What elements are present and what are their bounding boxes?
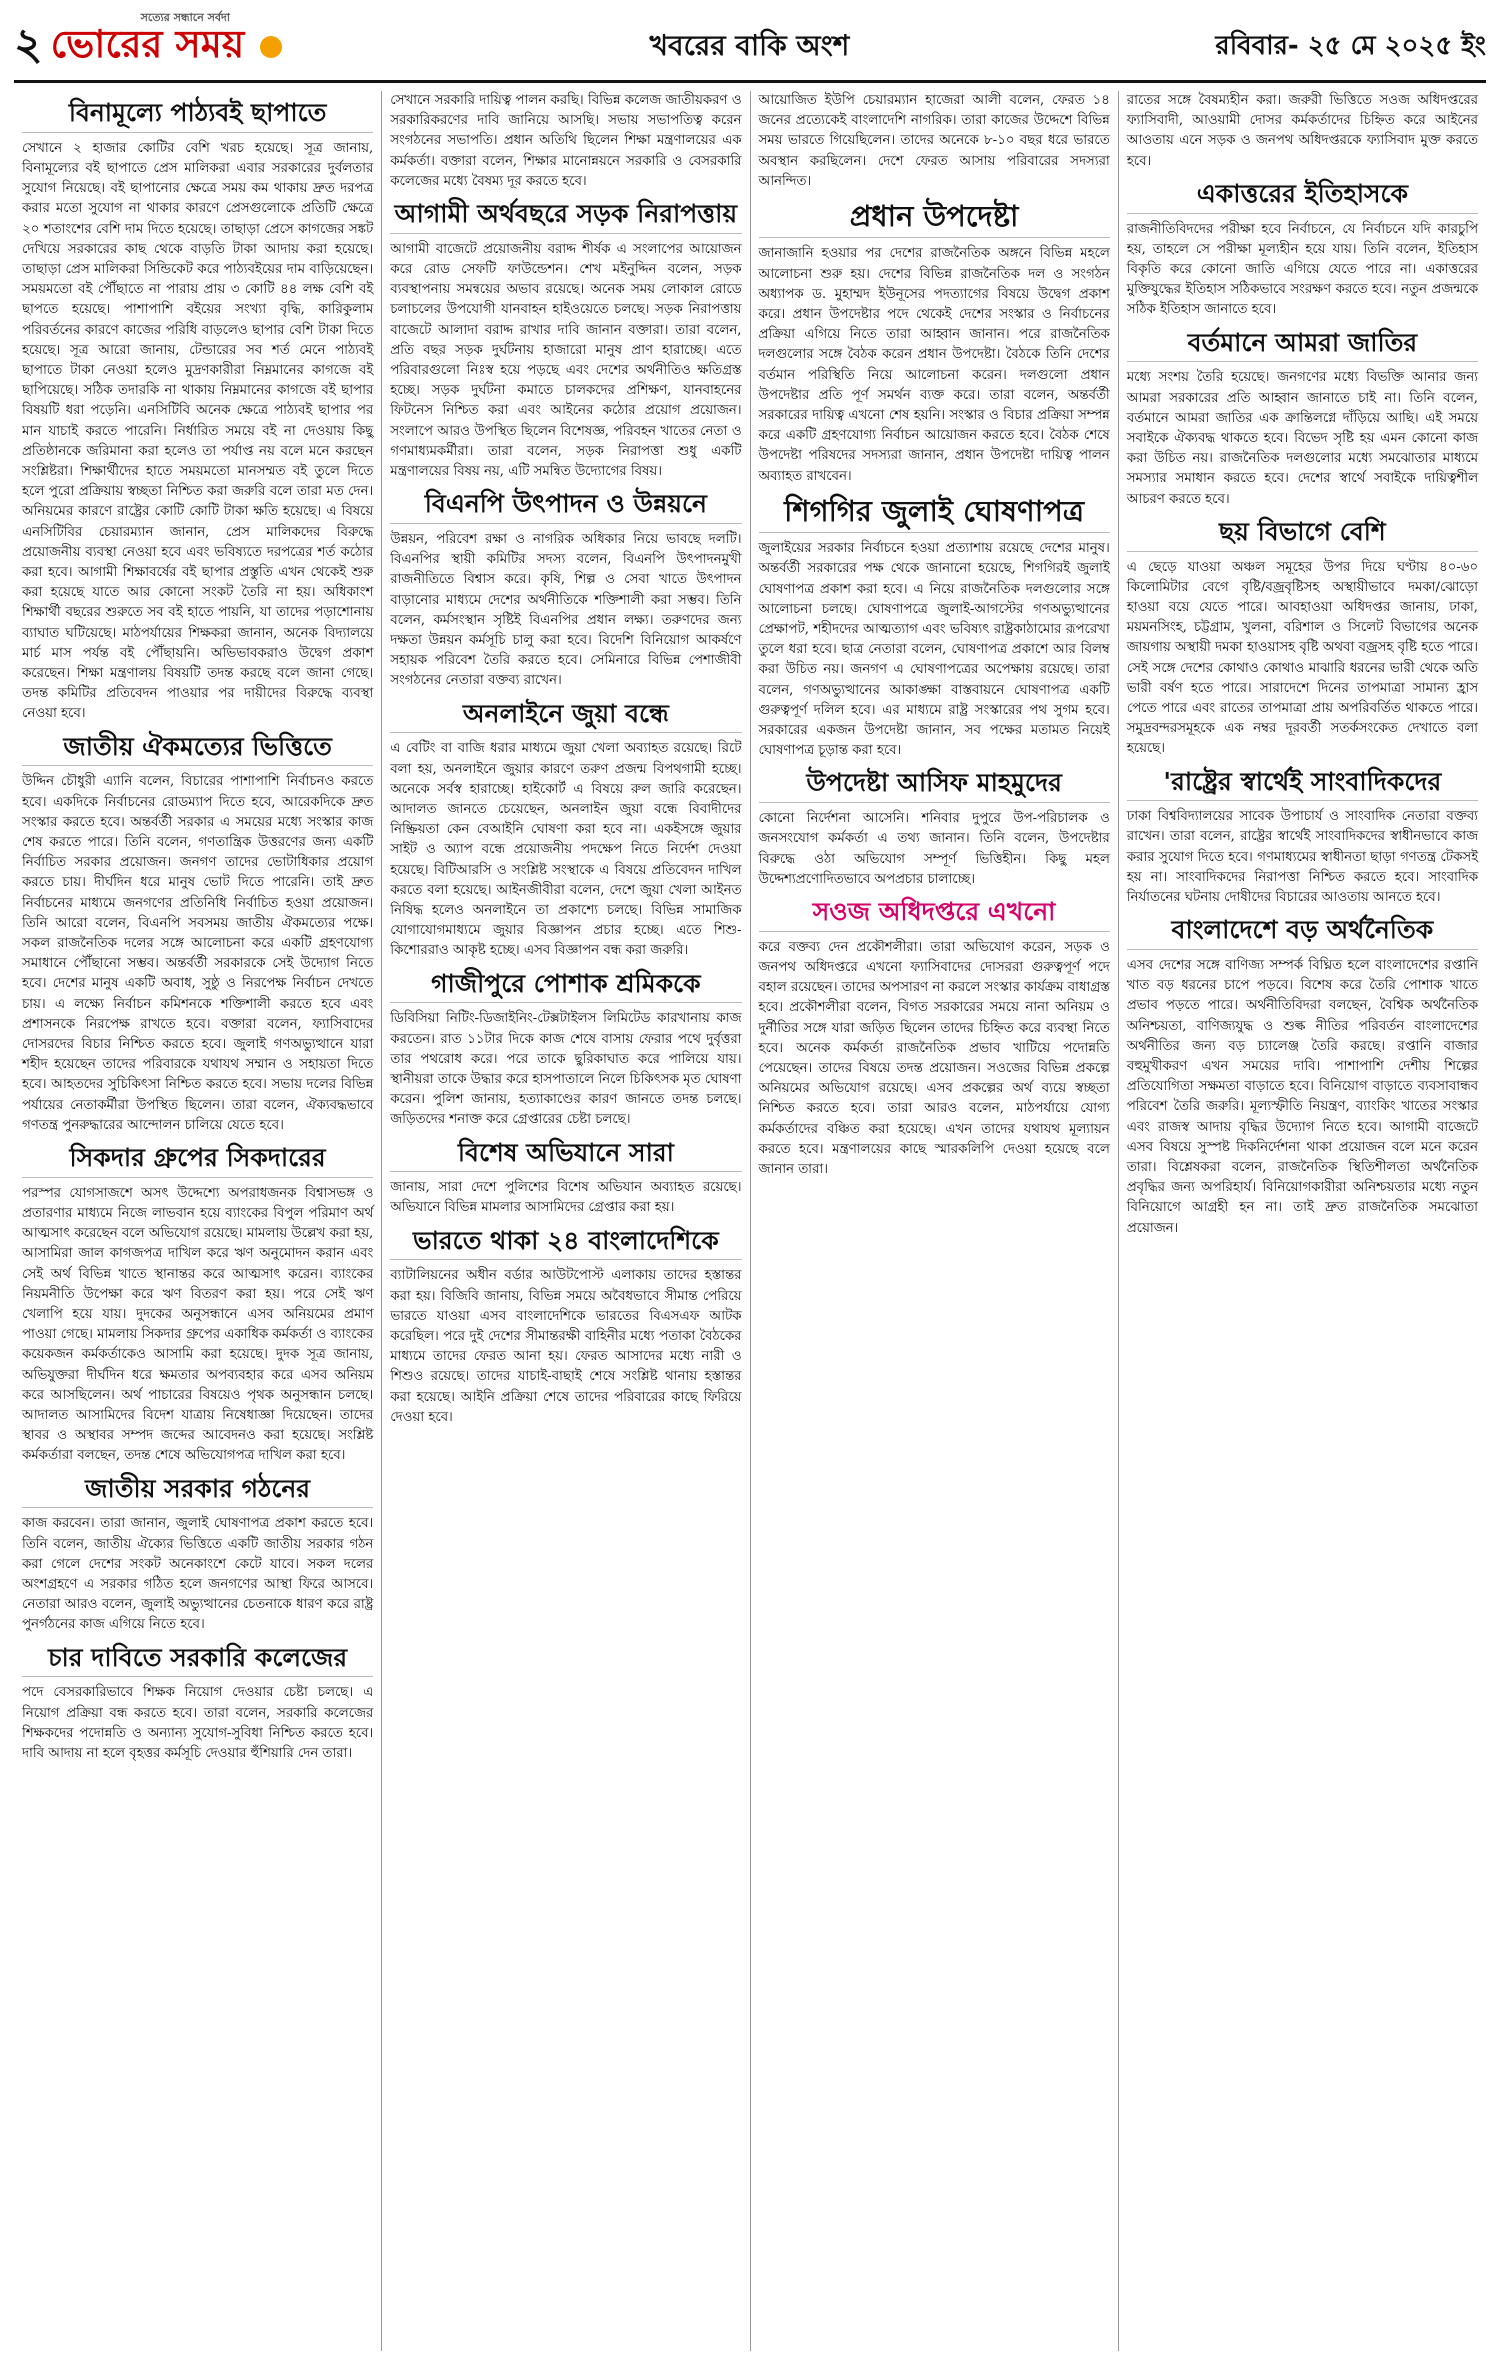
page-number: ২ <box>14 18 43 70</box>
article-body: এ বেটিং বা বাজি ধরার মাধ্যমে জুয়া খেলা অব্যাহত রয়েছে। রিটে বলা হয়, অনলাইনে জুয়ার কারণে তরুণ প্রজন্ম বিপথগামী হচ্ছে। অনেকে সর্বস্ব হারাচ্ছে। হাইকোর্ট এ বিষয়ে রুল জারি করেছেন। আদালত জানতে চেয়েছেন, অনলাইন জুয়া বন্ধে বিবাদীদের নিষ্ক্রিয়তা কেন বেআইনি ঘোষণা করা হবে না। একইসঙ্গে জুয়ার সাইট ও অ্যাপ বন্ধে প্রয়োজনীয় পদক্ষেপ নিতে নির্দেশ দেওয়া হয়েছে। বিটিআরসি ও সংশ্লিষ্ট সংস্থাকে এ বিষয়ে প্রতিবেদন দাখিল করতে বলা হয়েছে। আইনজীবীরা বলেন, দেশে জুয়া খেলা আইনত নিষিদ্ধ হলেও অনলাইনে তা প্রকাশ্যে চলছে। বিভিন্ন সামাজিক যোগাযোগমাধ্যমে জুয়ার বিজ্ঞাপন প্রচার হচ্ছে। এতে শিশু-কিশোররাও আকৃষ্ট হচ্ছে। এসব বিজ্ঞাপন বন্ধ করা জরুরি। <box>390 741 742 959</box>
article <box>22 1475 373 1636</box>
article-body: মধ্যে সংশয় তৈরি হয়েছে। জনগণের মধ্যে বিভক্তি আনার জন্য আমরা সরকারের প্রতি আহ্বান জানাতে চাই না। তিনি বলেন, বর্তমানে আমরা জাতির এক ক্রান্তিলগ্নে দাঁড়িয়ে আছি। এই সময়ে সবাইকে ঐক্যবদ্ধ থাকতে হবে। বিভেদ সৃষ্টি হয় এমন কোনো কাজ করা উচিত নয়। রাজনৈতিক দলগুলোর মধ্যে সমঝোতার মাধ্যমে সমস্যার সমাধান করতে হবে। দেশের স্বার্থে সবাইকে দায়িত্বশীল আচরণ করতে হবে। <box>1126 370 1478 507</box>
article <box>1127 180 1478 321</box>
article-headline[interactable]: বর্তমানে আমরা জাতির <box>1127 329 1478 363</box>
article-body: কাজ করবেন। তারা জানান, জুলাই ঘোষণাপত্র প্রকাশ করতে হবে। তিনি বলেন, জাতীয় ঐক্যের ভিত্তিতে একটি জাতীয় সরকার গঠন করা গেলে দেশের সংকট অনেকাংশে কেটে যাবে। সকল দলের অংশগ্রহণে এ সরকার গঠিত হলে জনগণের আস্থা ফিরে আসবে। নেতারা আরও বলেন, জুলাই অভ্যুত্থানের চেতনাকে ধারণ করে রাষ্ট্র পুনর্গঠনের কাজ এগিয়ে নিতে হবে। <box>22 1516 374 1633</box>
article <box>390 700 741 962</box>
article-headline[interactable]: বিএনপি উৎপাদন ও উন্নয়নে <box>390 490 741 524</box>
article-headline[interactable]: বাংলাদেশে বড় অর্থনৈতিক <box>1127 916 1478 950</box>
article <box>759 200 1110 487</box>
article <box>1127 91 1478 172</box>
article-headline[interactable]: চার দাবিতে সরকারি কলেজের <box>22 1644 373 1678</box>
article-body: করে বক্তব্য দেন প্রকৌশলীরা। তারা অভিযোগ করেন, সড়ক ও জনপথ অধিদপ্তরে এখনো ফ্যাসিবাদের দোসররা গুরুত্বপূর্ণ পদে বহাল রয়েছেন। তাদের অপসারণ না করলে সংস্কার কার্যক্রম বাধাগ্রস্ত হবে। প্রকৌশলীরা বলেন, বিগত সরকারের সময়ে নানা অনিয়ম ও দুর্নীতির সঙ্গে যারা জড়িত ছিলেন তাদের চিহ্নিত করে ব্যবস্থা নিতে হবে। অনেক কর্মকর্তা রাজনৈতিক প্রভাব খাটিয়ে পদোন্নতি পেয়েছেন। তাদের বিষয়ে তদন্ত প্রয়োজন। সওজের বিভিন্ন প্রকল্পে অনিয়মের অভিযোগ রয়েছে। এসব প্রকল্পের অর্থ ব্যয়ে স্বচ্ছতা নিশ্চিত করতে হবে। তারা আরও বলেন, মাঠপর্যায়ে যোগ্য কর্মকর্তাদের বঞ্চিত করা হয়েছে। এখন তাদের যথাযথ মূল্যায়ন করতে হবে। মন্ত্রণালয়ের কাছে স্মারকলিপি দেওয়া হয়েছে বলে জানান তারা। <box>758 939 1110 1177</box>
article-headline[interactable]: 'রাষ্ট্রের স্বার্থেই সাংবাদিকদের <box>1127 768 1478 802</box>
article-body: পদে বেসরকারিভাবে শিক্ষক নিয়োগ দেওয়ার চেষ্টা চলছে। এ নিয়োগ প্রক্রিয়া বন্ধ করতে হবে। তারা বলেন, সরকারি কলেজের শিক্ষকদের পদোন্নতি ও অন্যান্য সুযোগ-সুবিধা নিশ্চিত করতে হবে। দাবি আদায় না হলে বৃহত্তর কর্মসূচি দেওয়ার হুঁশিয়ারি দেন তারা। <box>22 1685 374 1761</box>
article-headline[interactable]: উপদেষ্টা আসিফ মাহমুদের <box>759 769 1110 803</box>
article-body: ডিবিসিয়া নিটিং-ডিজাইনিং-টেক্সটাইলস লিমিটেড কারখানায় কাজ করতেন। রাত ১১টার দিকে কাজ শেষে বাসায় ফেরার পথে দুর্বৃত্তরা তার পথরোধ করে। পরে তাকে ছুরিকাঘাত করে পালিয়ে যায়। স্থানীয়রা তাকে উদ্ধার করে হাসপাতালে নিলে চিকিৎসক মৃত ঘোষণা করেন। পুলিশ জানায়, হত্যাকাণ্ডের কারণ জানতে তদন্ত চলছে। জড়িতদের শনাক্ত করে গ্রেপ্তারের চেষ্টা চলছে। <box>390 1011 742 1128</box>
article-headline[interactable]: একাত্তরের ইতিহাসকে <box>1127 180 1478 214</box>
article <box>1127 916 1478 1239</box>
article-body: এ ছেড়ে যাওয়া অঞ্চল সমূহের উপর দিয়ে ঘণ্টায় ৪০-৬০ কিলোমিটার বেগে বৃষ্টি/বজ্রবৃষ্টিসহ অস্থায়ীভাবে দমকা/ঝোড়ো হাওয়া বয়ে যেতে পারে। আবহাওয়া অধিদপ্তর জানায়, ঢাকা, ময়মনসিংহ, চট্টগ্রাম, খুলনা, বরিশাল ও সিলেট বিভাগের অনেক জায়গায় অস্থায়ী দমকা হাওয়াসহ বৃষ্টি অথবা বজ্রসহ বৃষ্টি হতে পারে। সেই সঙ্গে দেশের কোথাও কোথাও মাঝারি ধরনের ভারী থেকে অতি ভারী বর্ষণ হতে পারে। সারাদেশে দিনের তাপমাত্রা সামান্য হ্রাস পেতে পারে এবং রাতের তাপমাত্রা প্রায় অপরিবর্তিত থাকতে পারে। সমুদ্রবন্দরসমূহকে এক নম্বর দূরবর্তী সতর্কসংকেত দেখাতে বলা হয়েছে। <box>1126 559 1478 757</box>
column-1 <box>14 91 382 2351</box>
article <box>1127 518 1478 760</box>
article-headline[interactable]: বিশেষ অভিযানে সারা <box>390 1139 741 1173</box>
section-title: খবরের বাকি অংশ <box>649 28 850 62</box>
article-columns <box>14 91 1486 2351</box>
article <box>759 769 1110 890</box>
article <box>759 898 1110 1180</box>
logo <box>14 11 284 84</box>
article <box>390 490 741 691</box>
article-body: এসব দেশের সঙ্গে বাণিজ্য সম্পর্ক বিঘ্নিত হলে বাংলাদেশের রপ্তানি খাত বড় ধরনের চাপে পড়বে। বিশেষ করে তৈরি পোশাক খাতে প্রভাব পড়তে পারে। অর্থনীতিবিদরা বলছেন, বৈশ্বিক অর্থনৈতিক অনিশ্চয়তা, বাণিজ্যযুদ্ধ ও শুল্ক নীতির পরিবর্তন বাংলাদেশের অর্থনীতির জন্য বড় চ্যালেঞ্জ তৈরি করছে। রপ্তানি বাজার বহুমুখীকরণ এখন সময়ের দাবি। পাশাপাশি দেশীয় শিল্পের প্রতিযোগিতা সক্ষমতা বাড়াতে হবে। বিনিয়োগ বাড়াতে ব্যবসাবান্ধব পরিবেশ তৈরি জরুরি। মূল্যস্ফীতি নিয়ন্ত্রণ, ব্যাংকিং খাতের সংস্কার এবং রাজস্ব আদায় বৃদ্ধির উদ্যোগ নিতে হবে। আগামী বাজেটে এসব বিষয়ে সুস্পষ্ট দিকনির্দেশনা থাকা প্রয়োজন বলে মনে করেন তারা। বিশ্লেষকরা বলেন, রাজনৈতিক স্থিতিশীলতা অর্থনৈতিক প্রবৃদ্ধির জন্য অপরিহার্য। বিনিয়োগকারীরা অনিশ্চয়তার মধ্যে নতুন বিনিয়োগে আগ্রহী হন না। তাই দ্রুত রাজনৈতিক সমঝোতা প্রয়োজন। <box>1126 958 1478 1236</box>
column-3 <box>751 91 1119 2351</box>
article <box>22 733 373 1136</box>
article-headline[interactable]: বিনামূল্যে পাঠ্যবই ছাপাতে <box>22 99 373 133</box>
article-body: সেখানে ২ হাজার কোটির বেশি খরচ হয়েছে। সূত্র জানায়, বিনামূল্যের বই ছাপাতে প্রেস মালিকরা এবার সরকারের দুর্বলতার সুযোগ নিয়েছে। বই ছাপানোর ক্ষেত্রে সময় কম থাকায় দ্রুত দরপত্র করার মতো সুযোগ না থাকার কারণে প্রেসগুলোকে প্রতিটি ক্ষেত্রে ২০ শতাংশের বেশি দাম দিতে হয়েছে। তাছাড়া প্রেসে কাগজের সঙ্কট দেখিয়ে সরকারের কাছ থেকে বাড়তি টাকা আদায় করা হয়েছে। তাছাড়া প্রেস মালিকরা সিন্ডিকেট করে পাঠ্যবইয়ের দাম বাড়িয়েছেন। সময়মতো বই পৌঁছাতে না পারায় প্রায় ৩ কোটি ৪৪ লক্ষ বেশি বই ছাপতে হয়েছে। পাশাপাশি বইয়ের সংখ্যা বৃদ্ধি, কারিকুলাম পরিবর্তনের কারণে কাজের পরিধি বাড়লেও ছাপার বেশি টাকা দিতে হয়েছে। সূত্র আরো জানায়, টেন্ডারের সব শর্ত মেনে পাঠ্যবই ছাপাতে টাকা নেওয়া হলেও মুদ্রণকারীরা নিম্নমানের কাগজে বই ছাপিয়েছে। সঠিক তদারকি না থাকায় নিম্নমানের কাগজে বই ছাপার বিষয়টি ধরা পড়েনি। এনসিটিবি অনেক ক্ষেত্রে পাঠ্যবই ছাপার পর মান যাচাই করতে পারেনি। নির্ধারিত সময়ে বই না দেওয়ায় কিছু প্রতিষ্ঠানকে জরিমানা করা হলেও তা পর্যাপ্ত নয় বলে মনে করছেন সংশ্লিষ্টরা। শিক্ষার্থীদের হাতে সময়মতো মানসম্মত বই তুলে দিতে হলে পুরো প্রক্রিয়ায় স্বচ্ছতা নিশ্চিত করা জরুরি বলে তারা মত দেন। অনিয়মের কারণে রাষ্ট্রের কোটি কোটি টাকা ক্ষতি হয়েছে। এ বিষয়ে এনসিটিবির চেয়ারম্যান জানান, প্রেস মালিকদের বিরুদ্ধে প্রয়োজনীয় ব্যবস্থা নেওয়া হবে এবং ভবিষ্যতে দরপত্রের শর্ত কঠোর করা হবে। আগামী শিক্ষাবর্ষের বই ছাপার প্রস্তুতি এখন থেকেই শুরু করা হয়েছে যাতে আর কোনো সংকট তৈরি না হয়। অধিকাংশ শিক্ষার্থী বছরের শুরুতে সব বই হাতে পায়নি, যা তাদের পড়াশোনায় ব্যাঘাত ঘটিয়েছে। মাঠপর্যায়ের শিক্ষকরা জানান, অনেক বিদ্যালয়ে মার্চ মাস পর্যন্ত বই পৌঁছায়নি। অভিভাবকরাও উদ্বেগ প্রকাশ করেছেন। শিক্ষা মন্ত্রণালয় বিষয়টি তদন্ত করছে বলে জানা গেছে। তদন্ত কমিটির প্রতিবেদন পাওয়ার পর দায়ীদের বিরুদ্ধে ব্যবস্থা নেওয়া হবে। <box>22 140 374 722</box>
article <box>1127 329 1478 510</box>
article <box>390 1139 741 1219</box>
sun-icon <box>260 36 282 58</box>
article-headline[interactable]: জাতীয় ঐকমত্যের ভিত্তিতে <box>22 733 373 767</box>
article <box>22 1144 373 1467</box>
article <box>1127 768 1478 909</box>
article-headline[interactable]: গাজীপুরে পোশাক শ্রমিককে <box>390 970 741 1004</box>
article-headline[interactable]: প্রধান উপদেষ্টা <box>759 200 1110 238</box>
article-headline[interactable]: অনলাইনে জুয়া বন্ধে <box>390 700 741 734</box>
masthead <box>14 11 1486 83</box>
article <box>22 1644 373 1765</box>
article-body: আয়োজিত ইউপি চেয়ারম্যান হাজেরা আলী বলেন, ফেরত ১৪ জনের প্রত্যেকেই বাংলাদেশি নাগরিক। তারা কাজের উদ্দেশে বিভিন্ন সময় ভারতে গিয়েছিলেন। তাদের অনেকে ৮-১০ বছর ধরে ভারতে অবস্থান করছিলেন। দেশে ফেরত আসায় পরিবারের সদস্যরা আনন্দিত। <box>758 93 1110 189</box>
article-body: পরস্পর যোগসাজশে অসৎ উদ্দেশ্যে অপরাধজনক বিশ্বাসভঙ্গ ও প্রতারণার মাধ্যমে নিজে লাভবান হয়ে ব্যাংকের বিপুল পরিমাণ অর্থ আত্মসাৎ করেছেন বলে অভিযোগ রয়েছে। মামলায় উল্লেখ করা হয়, আসামিরা জাল কাগজপত্র দাখিল করে ঋণ অনুমোদন করান এবং সেই অর্থ বিভিন্ন খাতে স্থানান্তর করে আত্মসাৎ করেন। ব্যাংকের নিয়মনীতি উপেক্ষা করে ঋণ বিতরণ করা হয়। পরে সেই ঋণ খেলাপি হয়ে যায়। দুদকের অনুসন্ধানে এসব অনিয়মের প্রমাণ পাওয়া গেছে। মামলায় সিকদার গ্রুপের একাধিক কর্মকর্তা ও ব্যাংকের কয়েকজন কর্মকর্তাকেও আসামি করা হয়েছে। দুদক সূত্র জানায়, অভিযুক্তরা দীর্ঘদিন ধরে ক্ষমতার অপব্যবহার করে এসব অনিয়ম করে আসছিলেন। অর্থ পাচারের বিষয়েও পৃথক অনুসন্ধান চলছে। আদালত আসামিদের বিদেশ যাত্রায় নিষেধাজ্ঞা দিয়েছেন। তাদের স্থাবর ও অস্থাবর সম্পদ জব্দের আবেদনও করা হয়েছে। সংশ্লিষ্ট কর্মকর্তারা বলছেন, তদন্ত শেষে অভিযোগপত্র দাখিল করা হবে। <box>22 1185 374 1464</box>
article-headline[interactable]: ভারতে থাকা ২৪ বাংলাদেশিকে <box>390 1227 741 1261</box>
article <box>390 1227 741 1428</box>
article-headline[interactable]: আগামী অর্থবছরে সড়ক নিরাপত্তায় <box>390 200 741 234</box>
article-body: আগামী বাজেটে প্রয়োজনীয় বরাদ্দ শীর্ষক এ সংলাপের আয়োজন করে রোড সেফটি ফাউন্ডেশন। শেখ মইনুদ্দিন বলেন, সড়ক ব্যবস্থাপনায় সমন্বয়ের অভাব রয়েছে। অনেক সময় লোকাল রোডে চলাচলের উপযোগী যানবাহন হাইওয়েতে চলছে। সড়ক নিরাপত্তায় বাজেটে আলাদা বরাদ্দ রাখার দাবি জানান বক্তারা। তারা বলেন, প্রতি বছর সড়ক দুর্ঘটনায় হাজারো মানুষ প্রাণ হারাচ্ছে। এতে পরিবারগুলো নিঃস্ব হয়ে পড়ছে এবং দেশের অর্থনীতিও ক্ষতিগ্রস্ত হচ্ছে। সড়ক দুর্ঘটনা কমাতে চালকদের প্রশিক্ষণ, যানবাহনের ফিটনেস নিশ্চিত করা এবং আইনের কঠোর প্রয়োগ প্রয়োজন। সংলাপে আরও উপস্থিত ছিলেন বিশেষজ্ঞ, পরিবহন খাতের নেতা ও গণমাধ্যমকর্মীরা। তারা বলেন, সড়ক নিরাপত্তা শুধু একটি মন্ত্রণালয়ের বিষয় নয়, এটি সমন্বিত উদ্যোগের বিষয়। <box>390 241 742 479</box>
article-body: রাজনীতিবিদদের পরীক্ষা হবে নির্বাচনে, যে নির্বাচনে যদি কারচুপি হয়, তাহলে সে পরীক্ষা মূল্যহীন হয়ে যায়। তিনি বলেন, ইতিহাস বিকৃতি করে কোনো জাতি এগিয়ে যেতে পারে না। একাত্তরের মুক্তিযুদ্ধের ইতিহাস সঠিকভাবে সংরক্ষণ করতে হবে। নতুন প্রজন্মকে সঠিক ইতিহাস জানাতে হবে। <box>1126 221 1478 318</box>
article-body: রাতের সঙ্গে বৈষম্যহীন করা। জরুরী ভিত্তিতে সওজ অধিদপ্তরের ফ্যাসিবাদী, আওয়ামী দোসর কর্মকর্তাদের চিহ্নিত করে আইনের আওতায় এনে সড়ক ও জনপথ অধিদপ্তরকে ফ্যাসিবাদ মুক্ত করতে হবে। <box>1126 93 1478 169</box>
article-headline[interactable]: সিকদার গ্রুপের সিকদারের <box>22 1144 373 1178</box>
article-body: জুলাইয়ের সরকার নির্বাচনে হওয়া প্রত্যাশায় রয়েছে দেশের মানুষ। অন্তর্বর্তী সরকারের পক্ষ থেকে জানানো হয়েছে, শিগগিরই জুলাই ঘোষণাপত্র প্রকাশ করা হবে। এ নিয়ে রাজনৈতিক দলগুলোর সঙ্গে আলোচনা চলছে। ঘোষণাপত্রে জুলাই-আগস্টের গণঅভ্যুত্থানের প্রেক্ষাপট, শহীদদের আত্মত্যাগ এবং ভবিষ্যৎ রাষ্ট্রকাঠামোর রূপরেখা তুলে ধরা হবে। ছাত্র নেতারা বলেন, ঘোষণাপত্র প্রকাশে আর বিলম্ব করা উচিত নয়। জনগণ এ ঘোষণাপত্রের অপেক্ষায় রয়েছে। তারা বলেন, গণঅভ্যুত্থানের আকাঙ্ক্ষা বাস্তবায়নে ঘোষণাপত্র একটি গুরুত্বপূর্ণ দলিল হবে। এর মাধ্যমে রাষ্ট্র সংস্কারের পথ সুগম হবে। সরকারের একজন উপদেষ্টা জানান, সব পক্ষের মতামত নিয়েই ঘোষণাপত্র চূড়ান্ত করা হবে। <box>758 541 1110 759</box>
article-headline[interactable]: সওজ অধিদপ্তরে এখনো <box>759 898 1110 932</box>
column-2 <box>382 91 750 2351</box>
article-body: জানায়, সারা দেশে পুলিশের বিশেষ অভিযান অব্যাহত রয়েছে। অভিযানে বিভিন্ন মামলার আসামিদের গ্রেপ্তার করা হয়। <box>390 1180 742 1216</box>
column-4 <box>1119 91 1486 2351</box>
article-body: জানাজানি হওয়ার পর দেশের রাজনৈতিক অঙ্গনে বিভিন্ন মহলে আলোচনা শুরু হয়। দেশের বিভিন্ন রাজনৈতিক দল ও সংগঠন অধ্যাপক ড. মুহাম্মদ ইউনূসের পদত্যাগের বিষয়ে উদ্বেগ প্রকাশ করে। প্রধান উপদেষ্টার পদে থেকেই দেশের সংস্কার ও নির্বাচনের প্রক্রিয়া এগিয়ে নিতে তারা আহ্বান জানান। পরে রাজনৈতিক দলগুলোর সঙ্গে বৈঠক করেন প্রধান উপদেষ্টা। বৈঠকে তিনি দেশের বর্তমান পরিস্থিতি নিয়ে আলোচনা করেন। দলগুলো প্রধান উপদেষ্টার প্রতি পূর্ণ সমর্থন ব্যক্ত করে। তারা বলেন, অন্তর্বর্তী সরকারের দায়িত্ব এখনো শেষ হয়নি। সংস্কার ও বিচার প্রক্রিয়া সম্পন্ন করে একটি গ্রহণযোগ্য নির্বাচন আয়োজন করতে হবে। বৈঠক শেষে উপদেষ্টা পরিষদের সদস্যরা জানান, প্রধান উপদেষ্টা দায়িত্ব পালন অব্যাহত রাখবেন। <box>758 246 1110 484</box>
article <box>390 200 741 482</box>
article-headline[interactable]: ছয় বিভাগে বেশি <box>1127 518 1478 552</box>
brand-name <box>50 11 284 79</box>
article-body: সেখানে সরকারি দায়িত্ব পালন করছি। বিভিন্ন কলেজ জাতীয়করণ ও সরকারিকরণের দাবি জানিয়ে আসছি। সভায় সভাপতিত্ব করেন সংগঠনের সভাপতি। প্রধান অতিথি ছিলেন শিক্ষা মন্ত্রণালয়ের এক কর্মকর্তা। বক্তারা বলেন, শিক্ষার মানোন্নয়নে সরকারি ও বেসরকারি কলেজের মধ্যে বৈষম্য দূর করতে হবে। <box>390 93 742 189</box>
article <box>22 99 373 725</box>
article-body: উন্নয়ন, পরিবেশ রক্ষা ও নাগরিক অধিকার নিয়ে ভাবছে দলটি। বিএনপির স্থায়ী কমিটির সদস্য বলেন, বিএনপি উৎপাদনমুখী রাজনীতিতে বিশ্বাস করে। কৃষি, শিল্প ও সেবা খাতে উৎপাদন বাড়ানোর মাধ্যমে দেশের অর্থনীতিকে শক্তিশালী করা সম্ভব। তিনি বলেন, কর্মসংস্থান সৃষ্টিই বিএনপির প্রধান লক্ষ্য। তরুণদের জন্য দক্ষতা উন্নয়ন কর্মসূচি চালু করা হবে। বিদেশি বিনিয়োগ আকর্ষণে সহায়ক পরিবেশ তৈরি করতে হবে। সেমিনারে বিভিন্ন পেশাজীবী সংগঠনের নেতারা বক্তব্য রাখেন। <box>390 531 742 689</box>
brand-text: ভোরের সময় <box>50 22 245 66</box>
article-headline[interactable]: জাতীয় সরকার গঠনের <box>22 1475 373 1509</box>
article <box>390 970 741 1131</box>
article-headline[interactable]: শিগগির জুলাই ঘোষণাপত্র <box>759 495 1110 533</box>
article-body: কোনো নির্দেশনা আসেনি। শনিবার দুপুরে উপ-পরিচালক ও জনসংযোগ কর্মকর্তা এ তথ্য জানান। তিনি বলেন, উপদেষ্টার বিরুদ্ধে ওঠা অভিযোগ সম্পূর্ণ ভিত্তিহীন। কিছু মহল উদ্দেশ্যপ্রণোদিতভাবে অপপ্রচার চালাচ্ছে। <box>758 811 1110 887</box>
article <box>759 91 1110 192</box>
issue-date: রবিবার- ২৫ মে ২০২৫ ইং <box>1215 31 1486 61</box>
article-body: ঢাকা বিশ্ববিদ্যালয়ের সাবেক উপাচার্য ও সাংবাদিক নেতারা বক্তব্য রাখেন। তারা বলেন, রাষ্ট্রের স্বার্থেই সাংবাদিকদের স্বাধীনভাবে কাজ করার সুযোগ দিতে হবে। গণমাধ্যমের স্বাধীনতা ছাড়া গণতন্ত্র টেকসই হয় না। সাংবাদিকদের নিরাপত্তা নিশ্চিত করতে হবে। সাংবাদিক নির্যাতনের ঘটনায় দোষীদের বিচারের আওতায় আনতে হবে। <box>1126 809 1478 906</box>
article-body: ব্যাটালিয়নের অধীন বর্ডার আউটপোস্ট এলাকায় তাদের হস্তান্তর করা হয়। বিজিবি জানায়, বিভিন্ন সময়ে অবৈধভাবে সীমান্ত পেরিয়ে ভারতে যাওয়া এসব বাংলাদেশিকে ভারতের বিএসএফ আটক করেছিল। পরে দুই দেশের সীমান্তরক্ষী বাহিনীর মধ্যে পতাকা বৈঠকের মাধ্যমে তাদের ফেরত আনা হয়। ফেরত আসাদের মধ্যে নারী ও শিশুও রয়েছে। তাদের যাচাই-বাছাই শেষে সংশ্লিষ্ট থানায় হস্তান্তর করা হয়েছে। আইনি প্রক্রিয়া শেষে তাদের পরিবারের কাছে ফিরিয়ে দেওয়া হবে। <box>390 1268 742 1425</box>
article <box>390 91 741 192</box>
article-body: উদ্দিন চৌধুরী এ্যানি বলেন, বিচারের পাশাপাশি নির্বাচনও করতে হবে। একদিকে নির্বাচনের রোডম্যাপ দিতে হবে, আরেকদিকে দ্রুত সংস্কার করতে হবে। অন্তর্বর্তী সরকার এ সময়ের মধ্যে সংস্কার কাজ শেষ করতে পারে। তিনি বলেন, গণতান্ত্রিক উত্তরণের জন্য একটি নির্বাচিত সরকার প্রয়োজন। জনগণ তাদের ভোটাধিকার প্রয়োগ করতে চায়। দীর্ঘদিন ধরে মানুষ ভোট দিতে পারেনি। তাই দ্রুত নির্বাচনের মাধ্যমে জনগণের প্রতিনিধি নির্বাচিত হওয়া প্রয়োজন। তিনি আরো বলেন, বিএনপি সবসময় জাতীয় ঐকমত্যের পক্ষে। সকল রাজনৈতিক দলের সঙ্গে আলোচনা করে একটি গ্রহণযোগ্য সমাধানে পৌঁছানো সম্ভব। অন্তর্বর্তী সরকারকে সেই উদ্যোগ নিতে হবে। দেশের মানুষ একটি অবাধ, সুষ্ঠু ও নিরপেক্ষ নির্বাচন দেখতে চায়। এ লক্ষ্যে নির্বাচন কমিশনকে শক্তিশালী করতে হবে এবং প্রশাসনকে নিরপেক্ষ রাখতে হবে। বক্তারা বলেন, ফ্যাসিবাদের দোসরদের বিচার নিশ্চিত করতে হবে। জুলাই গণঅভ্যুত্থানে যারা শহীদ হয়েছেন তাদের পরিবারকে যথাযথ সম্মান ও সহায়তা দিতে হবে। আহতদের সুচিকিৎসা নিশ্চিত করতে হবে। সভায় দলের বিভিন্ন পর্যায়ের নেতাকর্মীরা উপস্থিত ছিলেন। তারা বলেন, ঐক্যবদ্ধভাবে গণতন্ত্র পুনরুদ্ধারের আন্দোলন চালিয়ে যেতে হবে। <box>22 774 374 1133</box>
article <box>759 495 1110 762</box>
tagline: সত্যের সন্ধানে সর্বদা <box>140 11 230 24</box>
